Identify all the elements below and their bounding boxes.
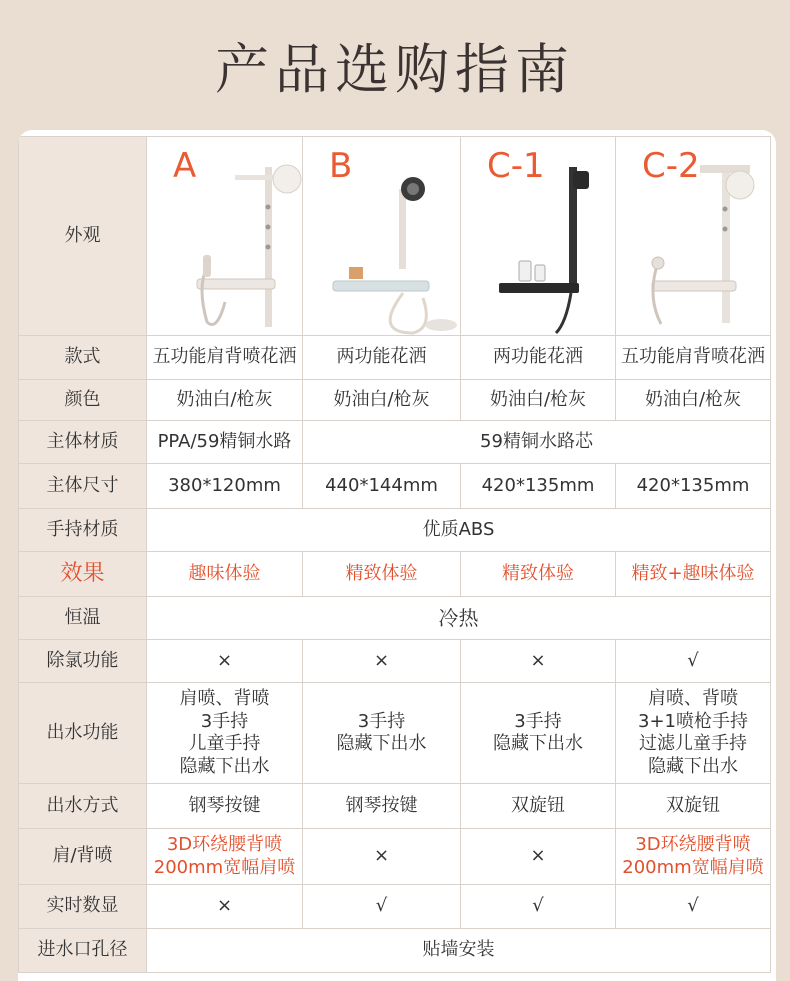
style-a: 五功能肩背喷花洒 bbox=[147, 336, 303, 380]
display-c2: √ bbox=[616, 885, 771, 929]
inlet-value: 贴墙安装 bbox=[147, 929, 771, 973]
product-image-c2 bbox=[616, 137, 771, 336]
mode-c1: 双旋钮 bbox=[461, 784, 616, 829]
row-label: 肩/背喷 bbox=[19, 829, 147, 885]
row-material bbox=[19, 421, 771, 464]
handheld-value: 优质ABS bbox=[147, 509, 771, 552]
row-thermostat bbox=[19, 597, 771, 640]
row-label: 实时数显 bbox=[19, 885, 147, 929]
mode-a: 钢琴按键 bbox=[147, 784, 303, 829]
material-a: PPA/59精铜水路 bbox=[147, 421, 303, 464]
row-shoulder bbox=[19, 829, 771, 885]
header-banner bbox=[0, 0, 790, 130]
dechlorine-b: × bbox=[303, 640, 461, 683]
outlet-line: 肩喷、背喷 bbox=[179, 688, 270, 709]
shoulder-line: 3D环绕腰背喷 bbox=[635, 834, 751, 855]
row-label: 除氯功能 bbox=[19, 640, 147, 683]
outlet-line: 3手持 bbox=[200, 710, 249, 732]
effect-b: 精致体验 bbox=[303, 552, 461, 597]
effect-c1: 精致体验 bbox=[461, 552, 616, 597]
shoulder-line: 200mm宽幅肩喷 bbox=[622, 856, 764, 878]
color-b: 奶油白/枪灰 bbox=[303, 380, 461, 421]
outlet-line: 隐藏下出水 bbox=[648, 755, 738, 777]
shower-b-icon bbox=[303, 137, 461, 335]
shower-a-icon bbox=[147, 137, 303, 335]
display-c1: √ bbox=[461, 885, 616, 929]
mode-c2: 双旋钮 bbox=[616, 784, 771, 829]
dechlorine-a: × bbox=[147, 640, 303, 683]
product-image-c1 bbox=[461, 137, 616, 336]
row-label: 效果 bbox=[19, 552, 147, 597]
mode-b: 钢琴按键 bbox=[303, 784, 461, 829]
row-inlet bbox=[19, 929, 771, 973]
style-c2: 五功能肩背喷花洒 bbox=[616, 336, 771, 380]
size-b: 440*144mm bbox=[303, 464, 461, 509]
row-label: 外观 bbox=[19, 137, 147, 336]
size-a: 380*120mm bbox=[147, 464, 303, 509]
row-handheld bbox=[19, 509, 771, 552]
dechlorine-c1: × bbox=[461, 640, 616, 683]
row-effect bbox=[19, 552, 771, 597]
display-a: × bbox=[147, 885, 303, 929]
row-label: 恒温 bbox=[19, 597, 147, 640]
row-label: 主体材质 bbox=[19, 421, 147, 464]
outlet-line: 3手持 bbox=[357, 710, 406, 732]
size-c2: 420*135mm bbox=[616, 464, 771, 509]
product-image-b bbox=[303, 137, 461, 336]
row-size bbox=[19, 464, 771, 509]
outlet-line: 隐藏下出水 bbox=[179, 755, 270, 777]
outlet-line: 过滤儿童手持 bbox=[639, 733, 747, 754]
outlet-line: 隐藏下出水 bbox=[493, 733, 583, 754]
outlet-line: 3手持 bbox=[514, 710, 562, 732]
row-label: 出水方式 bbox=[19, 784, 147, 829]
row-mode bbox=[19, 784, 771, 829]
thermostat-value: 冷热 bbox=[147, 597, 771, 640]
row-label: 出水功能 bbox=[19, 683, 147, 784]
color-a: 奶油白/枪灰 bbox=[147, 380, 303, 421]
color-c2: 奶油白/枪灰 bbox=[616, 380, 771, 421]
outlet-c2 bbox=[616, 683, 771, 784]
outlet-line: 儿童手持 bbox=[188, 733, 261, 754]
row-label: 款式 bbox=[19, 336, 147, 380]
shoulder-b: × bbox=[303, 829, 461, 885]
effect-a: 趣味体验 bbox=[147, 552, 303, 597]
color-c1: 奶油白/枪灰 bbox=[461, 380, 616, 421]
row-color bbox=[19, 380, 771, 421]
row-style bbox=[19, 336, 771, 380]
row-appearance bbox=[19, 137, 771, 336]
shoulder-c2 bbox=[616, 829, 771, 885]
outlet-a bbox=[147, 683, 303, 784]
product-letter: A bbox=[173, 146, 197, 186]
outlet-b bbox=[303, 683, 461, 784]
dechlorine-c2: √ bbox=[616, 640, 771, 683]
outlet-c1 bbox=[461, 683, 616, 784]
row-label: 进水口孔径 bbox=[19, 929, 147, 973]
style-b: 两功能花洒 bbox=[303, 336, 461, 380]
row-label: 主体尺寸 bbox=[19, 464, 147, 509]
row-display bbox=[19, 885, 771, 929]
outlet-line: 3+1喷枪手持 bbox=[638, 710, 748, 732]
shoulder-c1: × bbox=[461, 829, 616, 885]
product-letter: B bbox=[329, 146, 353, 186]
product-letter: C-2 bbox=[642, 146, 700, 186]
outlet-line: 隐藏下出水 bbox=[336, 733, 427, 754]
row-outlet bbox=[19, 683, 771, 784]
row-label: 手持材质 bbox=[19, 509, 147, 552]
shoulder-line: 200mm宽幅肩喷 bbox=[153, 856, 296, 878]
material-rest: 59精铜水路芯 bbox=[303, 421, 771, 464]
display-b: √ bbox=[303, 885, 461, 929]
shower-c2-icon bbox=[616, 137, 771, 335]
spec-table bbox=[18, 136, 771, 973]
spec-card bbox=[18, 130, 776, 981]
size-c1: 420*135mm bbox=[461, 464, 616, 509]
shower-c1-icon bbox=[461, 137, 616, 335]
effect-c2: 精致+趣味体验 bbox=[616, 552, 771, 597]
page-title: 产品选购指南 bbox=[215, 37, 575, 101]
outlet-line: 肩喷、背喷 bbox=[648, 688, 738, 709]
product-letter: C-1 bbox=[487, 146, 545, 186]
row-dechlorine bbox=[19, 640, 771, 683]
shoulder-line: 3D环绕腰背喷 bbox=[166, 834, 283, 855]
product-image-a bbox=[147, 137, 303, 336]
row-label: 颜色 bbox=[19, 380, 147, 421]
style-c1: 两功能花洒 bbox=[461, 336, 616, 380]
shoulder-a bbox=[147, 829, 303, 885]
